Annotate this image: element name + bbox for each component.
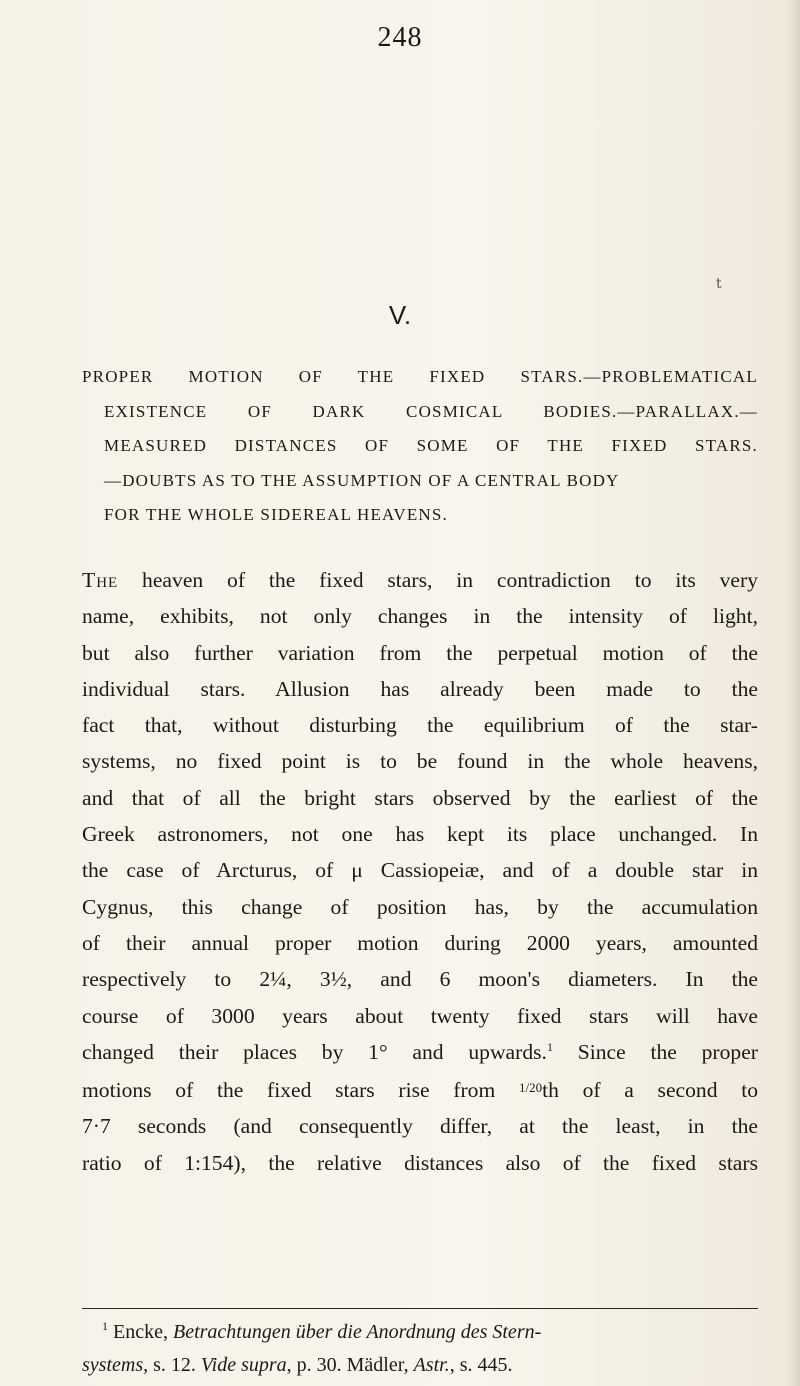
page-edge-shadow [786, 0, 800, 1386]
text-line: systems, no fixed point is to be found in the whole heavens, [82, 749, 758, 774]
fraction: 1/20 [518, 1080, 543, 1096]
footnote-divider [82, 1308, 758, 1309]
text-line [82, 562, 758, 598]
summary-line: PROPER MOTION OF THE FIXED STARS.—PROBLEMATICAL [82, 367, 758, 386]
footnote-author: Encke, [108, 1321, 173, 1343]
line-text: changed their places by 1° and upwards. [82, 1039, 547, 1064]
text-line: Greek astronomers, not one has kept its place unchanged. In [82, 822, 758, 847]
text-line: respectively to 2¼, 3½, and 6 moon's diameters. In the [82, 967, 758, 992]
text-line: fact that, without disturbing the equilibrium of the star- [82, 713, 758, 738]
summary-line: EXISTENCE OF DARK COSMICAL BODIES.—PARALLAX.— [104, 401, 758, 421]
summary-line: MEASURED DISTANCES OF SOME OF THE FIXED STARS. [104, 436, 758, 455]
footnote-text: , s. 445. [449, 1354, 513, 1376]
text-line: the case of Arcturus, of μ Cassiopeiæ, and of a double star in [82, 858, 758, 883]
body-paragraph [82, 562, 758, 1181]
page-number: 248 [377, 22, 423, 53]
text-line: but also further variation from the perpetual motion of the [82, 640, 758, 665]
line-text: motions of the fixed stars rise from [82, 1078, 519, 1103]
summary-line: FOR THE WHOLE SIDEREAL HEAVENS. [104, 505, 448, 524]
footnote-line [82, 1316, 758, 1349]
text-line: Cygnus, this change of position has, by the accumulation [82, 894, 758, 919]
text-line: 7·7 seconds (and consequently differ, at the least, in the [82, 1114, 758, 1139]
summary-line: —DOUBTS AS TO THE ASSUMPTION OF A CENTRAL BODY [104, 470, 620, 490]
chapter-summary [82, 360, 758, 533]
text-line: individual stars. Allusion has already been made to the [82, 676, 758, 701]
footnote-text: , s. 12. [143, 1354, 201, 1376]
text-line: and that of all the bright stars observed by the earliest of the [82, 785, 758, 810]
line-text: heaven of the fixed stars, in contradiction to its very [118, 568, 758, 592]
text-line: course of 3000 years about twenty fixed stars will have [82, 1003, 758, 1028]
text-line [82, 1070, 758, 1108]
text-line: name, exhibits, not only changes in the intensity of light, [82, 604, 758, 629]
footnote-italic: Astr. [413, 1354, 450, 1376]
text-line: of their annual proper motion during 2000 years, amounted [82, 930, 758, 955]
stray-mark: t [716, 276, 722, 292]
footnote-text: , p. 30. Mädler, [286, 1354, 414, 1376]
footnote [82, 1316, 758, 1382]
line-text: th of a second to [542, 1078, 758, 1103]
chapter-number: V. [388, 300, 412, 330]
line-text: Since the proper [552, 1039, 758, 1064]
lead-word: The [82, 568, 119, 592]
footnote-line [82, 1349, 758, 1382]
footnote-marker: 1 [102, 1319, 108, 1333]
text-line: ratio of 1:154), the relative distances also of the fixed stars [82, 1150, 758, 1175]
footnote-title: Betrachtungen über die Anordnung des Stern- [172, 1321, 542, 1343]
footnote-reference[interactable]: 1 [546, 1039, 553, 1054]
footnote-italic: systems [82, 1354, 144, 1376]
footnote-italic: Vide supra [200, 1354, 287, 1376]
text-line [82, 1034, 758, 1070]
